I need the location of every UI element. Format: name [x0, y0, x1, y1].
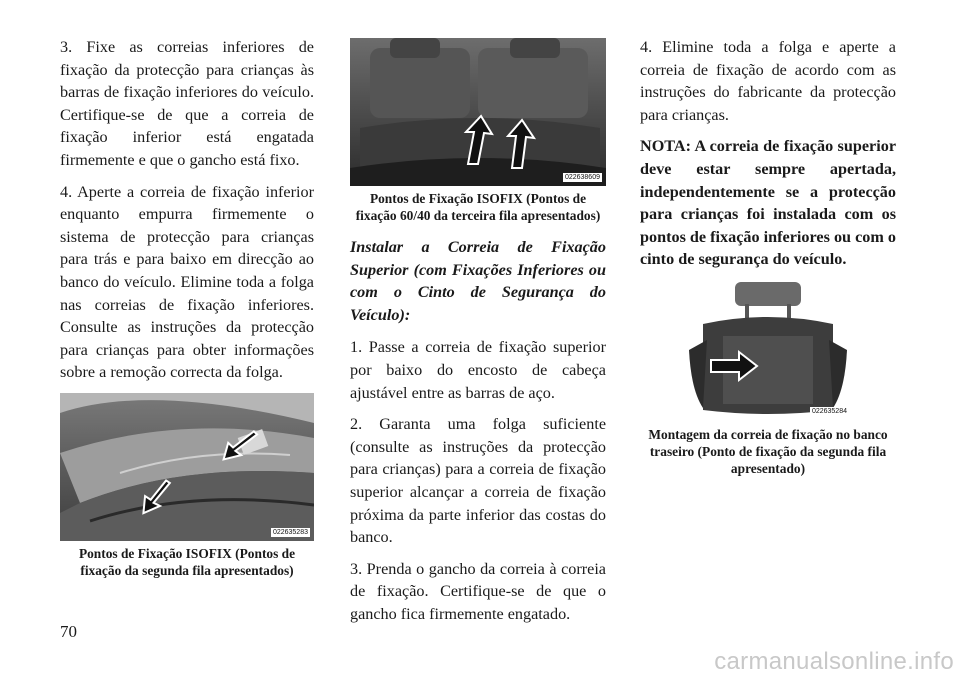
step-2-paragraph: 2. Garanta uma folga suficiente (consulte as instruções da protecção para crianças) para a correia de fixação superior alcançar a correia de fixação próxima da parte inferior das costas do banco.: [350, 415, 606, 547]
figure-third-row-anchors: [350, 38, 606, 186]
column-3: [640, 36, 896, 477]
figure-tether-mounting: [683, 280, 853, 420]
column-1: [60, 36, 314, 579]
step-3-paragraph: 3. Prenda o gancho da correia à correia de fixação. Certifique-se de que o gancho fica firmemente engatado.: [350, 559, 606, 623]
third-row-seat-illustration: [350, 38, 606, 186]
figure-code: 022638609: [564, 174, 600, 181]
note-paragraph: NOTA: A correia de fixação superior deve estar sempre apertada, independentemente se a protecção para crianças foi instalada com os pontos de fixação inferiores ou com o cinto de segurança do veículo.: [640, 137, 896, 269]
figure-second-row-anchors: [60, 393, 314, 541]
figure-caption: Montagem da correia de fixação no banco traseiro (Ponto de fixação da segunda fila apresentado): [648, 426, 888, 476]
step-1-paragraph: 1. Passe a correia de fixação superior por baixo do encosto de cabeça ajustável entre as barras de aço.: [350, 338, 606, 402]
second-row-seat-illustration: [60, 393, 314, 541]
step-3-paragraph: 3. Fixe as correias inferiores de fixação da protecção para crianças às barras de fixação inferiores do veículo. Certifique-se de que a correia de fixação inferior está engatada firmemente e que o gancho está fixo.: [60, 38, 314, 169]
figure-caption: Pontos de Fixação ISOFIX (Pontos de fixação da segunda fila apresentados): [78, 545, 296, 578]
step-4-paragraph: 4. Aperte a correia de fixação inferior enquanto empurra firmemente o sistema de protecção para crianças para trás e para baixo em direcção ao banco do veículo. Elimine toda a folga nas correias de fixação inferiores. Consulte as instruções da protecção para crianças para obter informações sobre a remoção correcta da folga.: [60, 182, 314, 382]
section-heading: Instalar a Correia de Fixação Superior (com Fixações Inferiores ou com o Cinto de Segurança do Veículo):: [350, 238, 606, 324]
page-number: 70: [60, 622, 77, 641]
watermark: carmanualsonline.info: [714, 648, 954, 675]
seat-back-illustration: [683, 280, 853, 420]
figure-code: 022635283: [272, 528, 308, 536]
column-2: [350, 36, 606, 635]
figure-code: 022635284: [811, 407, 847, 415]
step-4-paragraph: 4. Elimine toda a folga e aperte a correia de fixação de acordo com as instruções do fabricante da protecção para crianças.: [640, 38, 896, 124]
figure-caption: Pontos de Fixação ISOFIX (Pontos de fixação 60/40 da terceira fila apresentados): [355, 191, 601, 223]
